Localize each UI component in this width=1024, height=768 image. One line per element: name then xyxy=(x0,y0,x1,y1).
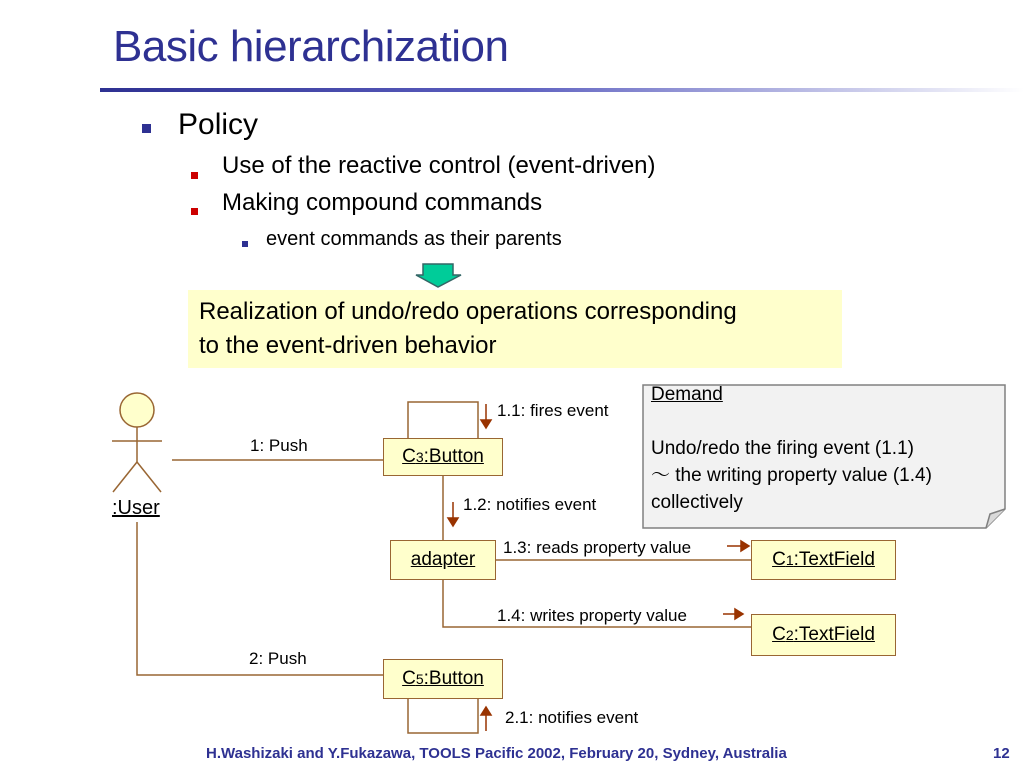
demand-line-1: Undo/redo the firing event (1.1) xyxy=(651,438,914,459)
self-link-c5 xyxy=(408,699,478,733)
self-link-c3 xyxy=(408,402,478,438)
message-notifies-event-1-2: 1.2: notifies event xyxy=(463,495,597,514)
bullet-compound-commands: Making compound commands xyxy=(222,189,543,216)
object-c5-button: C5:Button xyxy=(383,659,503,699)
message-notifies-event-2-1: 2.1: notifies event xyxy=(505,708,639,727)
message-push-2: 2: Push xyxy=(249,649,307,668)
message-writes-property: 1.4: writes property value xyxy=(497,606,687,625)
page-number: 12 xyxy=(993,745,1010,762)
object-c1-textfield: C1:TextField xyxy=(751,540,896,580)
bullet-policy: Policy xyxy=(178,108,259,141)
actor-user-label: :User xyxy=(112,497,160,519)
footer-citation: H.Washizaki and Y.Fukazawa, TOOLS Pacific 2002, February 20, Sydney, Australia xyxy=(206,745,787,762)
slide-title: Basic hierarchization xyxy=(113,22,509,71)
conclusion-line-2: to the event-driven behavior xyxy=(199,332,497,359)
actor-stick-figure xyxy=(112,393,162,492)
message-push-1: 1: Push xyxy=(250,436,308,455)
object-c2-textfield: C2:TextField xyxy=(751,614,896,656)
message-reads-property: 1.3: reads property value xyxy=(503,538,692,557)
bullet-event-commands: event commands as their parents xyxy=(266,228,562,250)
conclusion-line-1: Realization of undo/redo operations corresponding xyxy=(199,298,737,325)
object-c3-button: C3:Button xyxy=(383,438,503,476)
demand-title: Demand xyxy=(651,384,723,405)
message-fires-event: 1.1: fires event xyxy=(497,401,609,420)
object-adapter: adapter xyxy=(390,540,496,580)
bullet-reactive-control: Use of the reactive control (event-driven) xyxy=(222,152,656,179)
demand-line-3: collectively xyxy=(651,492,743,513)
demand-line-2: 〜 the writing property value (1.4) xyxy=(651,465,932,486)
